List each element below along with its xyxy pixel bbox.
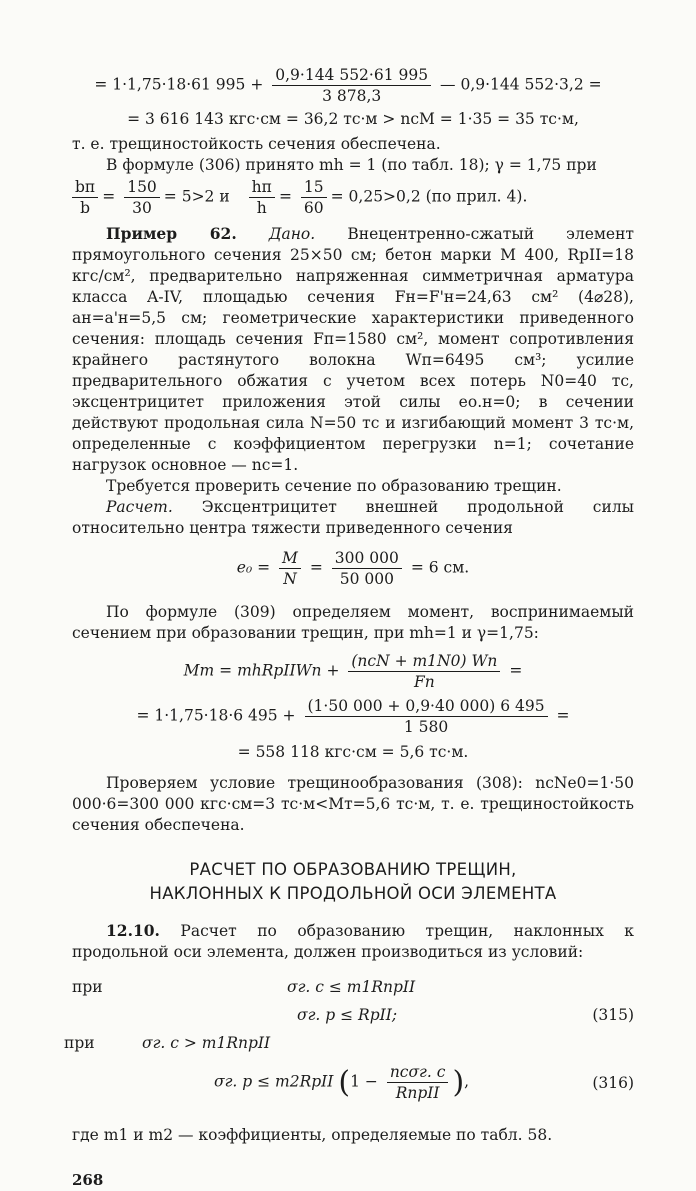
paragraph-12-10-label: 12.10. <box>106 921 160 940</box>
cond-4-one: 1 − <box>350 1072 378 1091</box>
equation-eccentricity <box>72 549 634 588</box>
cond-4 <box>214 1063 469 1102</box>
raschet-paragraph <box>72 497 634 539</box>
mt2-right: = <box>556 706 570 725</box>
heading-line-2: НАКЛОННЫХ К ПРОДОЛЬНОЙ ОСИ ЭЛЕМЕНТА <box>149 884 557 903</box>
e0-frac-values <box>332 549 402 588</box>
cond-4-fraction <box>387 1063 449 1102</box>
mt2-fraction <box>305 697 548 736</box>
ratio-text-4: = 0,25>0,2 (по прил. 4). <box>330 187 528 206</box>
eq1-denominator: 3 878,3 <box>322 87 382 105</box>
mt2-num: (1·50 000 + 0,9·40 000) 6 495 <box>305 697 548 717</box>
raschet-text: Эксцентрицитет внешней продольной силы относительно центра тяжести приведенного сечения <box>72 498 634 537</box>
ratio-text-2: = 5>2 и <box>163 187 230 206</box>
section-heading <box>72 858 634 906</box>
cond-2: σг. р ≤ RpII; <box>297 1006 398 1024</box>
eq1-fraction <box>272 66 431 105</box>
equation-moment-2: = 3 616 143 кгс·см = 36,2 тс·м > nсМ = 1·35 = 35 тс·м, <box>127 110 579 128</box>
eq-number-315: (315) <box>592 1006 634 1024</box>
e0-frac-mn <box>279 549 301 588</box>
e0-right: = 6 см. <box>410 558 470 577</box>
cond-4-left: σг. р ≤ m2RpII <box>214 1072 334 1091</box>
ratio-150-num: 150 <box>124 178 160 198</box>
mt2-left: = 1·1,75·18·6 495 + <box>136 706 296 725</box>
cond-pri-1: при <box>72 978 103 996</box>
mt-left: Mт = mhRpIIWп + <box>183 661 340 680</box>
ratio-line <box>72 178 634 217</box>
required-text: Требуется проверить сечение по образованию трещин. <box>106 477 562 495</box>
page-content <box>64 66 635 1191</box>
e0-m: M <box>279 549 301 569</box>
formula-309-text: По формуле (309) определяем момент, воспринимаемый сечением при образовании трещин, при mh=1 и γ=1,75: <box>72 603 634 642</box>
ratio-bp-b <box>72 178 98 217</box>
cond-4-comma: , <box>464 1072 470 1091</box>
equation-mt-1 <box>72 652 634 691</box>
eq1-left: = 1·1,75·18·61 995 + <box>94 75 264 94</box>
coefficients-text: где m1 и m2 — коэффициенты, определяемые по табл. 58. <box>72 1126 553 1144</box>
ratio-15-num: 15 <box>301 178 327 198</box>
e0-left: e₀ = <box>236 558 271 577</box>
paragraph-12-10 <box>72 920 634 963</box>
ratio-eq-3: = <box>278 187 292 206</box>
mt-den: Fп <box>414 673 435 691</box>
formula-306-text: В формуле (306) принято mh = 1 (по табл. 18); γ = 1,75 при <box>106 156 597 174</box>
example-dano: Дано. <box>268 225 316 243</box>
paren-close: ) <box>452 1065 465 1100</box>
cond-1: σг. с ≤ m1RпрII <box>287 978 416 996</box>
e0-den: 50 000 <box>339 570 394 588</box>
cond-3: σг. с > m1RпрII <box>142 1034 271 1052</box>
ratio-15-den: 60 <box>303 199 324 217</box>
eq1-right: — 0,9·144 552·3,2 = <box>440 75 602 94</box>
cond-4-num: nсσг. с <box>387 1063 449 1083</box>
example-label: Пример 62. <box>106 224 237 243</box>
cond-4-den: RпрII <box>395 1084 440 1102</box>
check-paragraph: Проверяем условие трещинообразования (308): nсNe0=1·50 000·6=300 000 кгс·см=3 тс·м<Mт=5,6 тс·м, т. е. трещиностойкость сечения обеспечена. <box>72 774 634 834</box>
raschet-label: Расчет. <box>106 498 173 516</box>
ratio-eq-1: = <box>102 187 116 206</box>
heading-line-1: РАСЧЕТ ПО ОБРАЗОВАНИЮ ТРЕЩИН, <box>189 860 517 879</box>
ratio-bp-den: b <box>80 199 91 217</box>
equation-mt-2 <box>72 697 634 736</box>
e0-num: 300 000 <box>332 549 402 569</box>
eq1-numerator: 0,9·144 552·61 995 <box>272 66 431 86</box>
ratio-hp-den: h <box>256 199 267 217</box>
mt-num: (nсN + m1N0) Wп <box>348 652 500 672</box>
ratio-15-60 <box>301 178 327 217</box>
example-62 <box>72 223 634 476</box>
mt2-den: 1 580 <box>403 718 449 736</box>
ratio-150-den: 30 <box>132 199 152 217</box>
equation-mt-3: = 558 118 кгс·см = 5,6 тс·м. <box>237 743 469 761</box>
cond-pri-2: при <box>64 1034 95 1052</box>
ratio-150-30 <box>124 178 160 217</box>
paren-open: ( <box>338 1065 351 1100</box>
mt-right: = <box>509 661 523 680</box>
conditions-block <box>64 973 634 1123</box>
page-number: 268 <box>72 1171 104 1189</box>
mt-fraction <box>348 652 500 691</box>
paragraph-12-10-text: Расчет по образованию трещин, наклонных к продольной оси элемента, должен производиться из условий: <box>72 922 634 961</box>
conclusion-1: т. е. трещиностойкость сечения обеспечена. <box>72 135 441 153</box>
e0-n: N <box>283 570 297 588</box>
eq-number-316: (316) <box>592 1074 634 1092</box>
example-text: Внецентренно-сжатый элемент прямоугольного сечения 25×50 см; бетон марки М 400, RpII=18 кгс/см², предварительно напряженная симметричная арматура класса A-IV, площадью сечения Fн=F'н=24,63 см² (4⌀28), aн=a'н=5,5 см; геометрические характеристики приведенного сечения: площадь сечения Fп=1580 см², момент сопротивления крайнего растянутого волокна Wп=6495 см³; усилие предварительного обжатия с учетом всех потерь N0=40 тс, эксцентрицитет приложения этой силы eо.н=0; в сечении действуют продольная сила N=50 тс и изгибающий момент 3 тс·м, определенные с коэффициентом перегрузки n=1; сочетание нагрузок основное — nс=1. <box>72 225 635 474</box>
equation-moment-1 <box>62 66 634 105</box>
ratio-hp-h <box>249 178 275 217</box>
ratio-bp-num: bп <box>72 178 98 198</box>
e0-eq: = <box>309 558 323 577</box>
ratio-hp-num: hп <box>249 178 275 198</box>
